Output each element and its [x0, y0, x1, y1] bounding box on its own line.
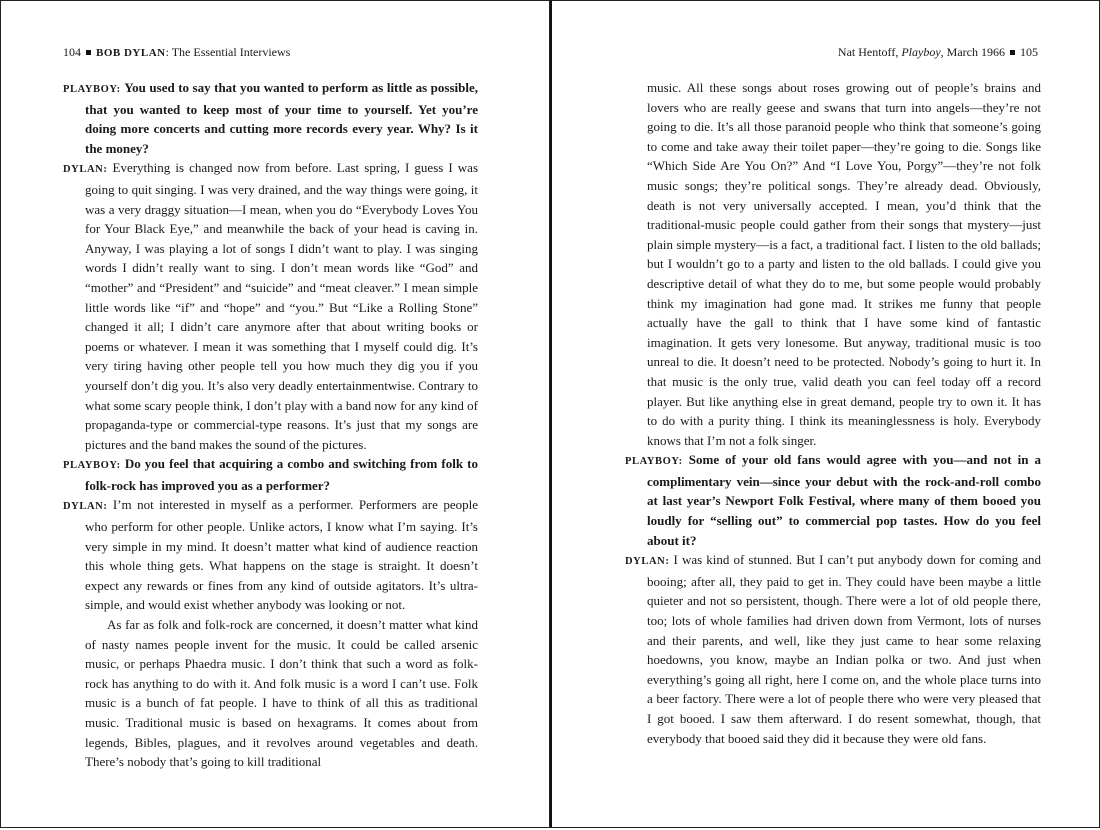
- speaker-label: PLAYBOY:: [63, 460, 121, 472]
- right-page-body: [625, 78, 1041, 748]
- running-header-date: , March 1966: [940, 45, 1005, 59]
- running-header-publication: Playboy: [901, 45, 941, 59]
- square-bullet-icon: [86, 50, 91, 55]
- question-text: Do you feel that acquiring a combo and switching from folk to folk-rock has improved you as a performer?: [85, 456, 478, 493]
- question-text: Some of your old fans would agree with you—and not in a complimentary vein—since your debut with the rock-and-roll combo at last year’s Newport Folk Festival, where many of them booed you loudly for “selling out” to commercial pop tastes. How do you feel about it?: [647, 452, 1041, 548]
- answer-text: I was kind of stunned. But I can’t put anybody down for coming and booing; after all, they paid to get in. They could have been maybe a little quieter and not so persistent, though. There were a lot of old people there, too; lots of whole families had driven down from Vermont, lots of nurses and their parents, and well, like they just came to hear some relaxing hoedowns, you know, maybe an Indian polka or two. And just when everything’s going all right, here I come on, and the whole place turns into a beer factory. There were a lot of people there who were very pleased that I got booed. I saw them afterward. I do resent somewhat, though, that everybody that booed said they did it because they were old fans.: [647, 552, 1042, 746]
- right-running-header: [838, 44, 1038, 60]
- interview-paragraph: [63, 495, 478, 615]
- running-header-interviewer: Nat Hentoff,: [837, 45, 902, 59]
- answer-text: I’m not interested in myself as a performer. Performers are people who perform for other people. Unlike actors, I know what I’m saying. It’s very simple in my mind. It doesn’t matter what kind of audience reaction this whole thing gets. What happens on the stage is straight. It doesn’t expect any rewards or fines from any kind of outside agitators. It’s ultra-simple, and would exist whether anybody was looking or not.: [85, 497, 478, 613]
- question-text: You used to say that you wanted to perform as little as possible, that you wanted to keep most of your time to yourself. Yet you’re doing more concerts and cutting more records every year. Why? Is it the money?: [85, 80, 479, 156]
- speaker-label: DYLAN:: [63, 164, 108, 176]
- answer-text: music. All these songs about roses growing out of people’s brains and lovers who are really geese and swans that turn into angels—they’re not going to die. It’s all those paranoid people who think that someone’s going to come and take away their toilet paper—they’re going to die. Songs like “Which Side Are You On?” And “I Love You, Porgy”—they’re not folk music songs; they’re political songs. They’re already dead. Obviously, death is not very universally accepted. I mean, you’d think that the traditional-music people could gather from their songs that mystery—just plain simple mystery—is a fact, a traditional fact. I listen to the old ballads; but I wouldn’t go to a party and listen to the old ballads. I could give you descriptive detail of what they do to me, but some people would probably think my imagination had gone mad. It strikes me funny that people actually have the gall to think that I have some kind of fantastic imagination. It gets very lonesome. But anyway, traditional music is too unreal to die. It doesn’t need to be protected. Nobody’s going to hurt it. In that music is the only true, valid death you can feel today off a record player. But like anything else in great demand, people try to own it. It has to do with a purity thing. I think its meaninglessness is holy. Everybody knows that I’m not a folk singer.: [647, 80, 1041, 448]
- left-page: [0, 0, 550, 828]
- interview-paragraph: [625, 450, 1041, 550]
- interview-paragraph: [63, 454, 478, 495]
- speaker-label: PLAYBOY:: [63, 84, 121, 95]
- running-header-author: BOB DYLAN: [96, 47, 166, 59]
- left-page-number: 104: [63, 45, 81, 59]
- interview-paragraph: [625, 550, 1041, 748]
- speaker-label: DYLAN:: [625, 556, 670, 568]
- interview-paragraph: [63, 615, 478, 772]
- interview-paragraph: [63, 78, 478, 158]
- speaker-label: PLAYBOY:: [625, 456, 683, 468]
- right-page-number: 105: [1020, 45, 1038, 59]
- interview-paragraph: [63, 158, 478, 454]
- left-page-body: [63, 78, 478, 772]
- right-page: [550, 0, 1100, 828]
- answer-text: Everything is changed now from before. Last spring, I guess I was going to quit singing. I was very drained, and the way things were going, it was a very draggy situation—I mean, when you do “Everybody Loves You for Your Black Eye,” and meanwhile the back of your head is caving in. Anyway, I was playing a lot of songs I didn’t want to play. I was singing words I didn’t really want to sing. I don’t mean words like “God” and “mother” and “President” and “suicide” and “meat cleaver.” I mean simple little words like “if” and “hope” and “you.” But “Like a Rolling Stone” changed it all; I didn’t care anymore after that about writing books or poems or whatever. I mean it was something that I myself could dig. It’s very tiring having other people tell you how much they dig you if you yourself don’t dig you. It’s also very deadly entertainmentwise. Contrary to what some scary people think, I don’t play with a band now for any kind of propaganda-type or commercial-type reasons. It’s just that my songs are pictures and the band makes the sound of the pictures.: [85, 160, 479, 452]
- answer-text: As far as folk and folk-rock are concerned, it doesn’t matter what kind of nasty names people invent for the music. It could be called arsenic music, or perhaps Phaedra music. I don’t think that such a word as folk-rock has anything to do with it. And folk music is a word I can’t use. Folk music is a bunch of fat people. I have to think of all this as traditional music. Traditional music is based on hexagrams. It comes about from legends, Bibles, plagues, and it revolves around vegetables and death. There’s nobody that’s going to kill traditional: [85, 617, 478, 770]
- square-bullet-icon: [1010, 50, 1015, 55]
- interview-paragraph: [625, 78, 1041, 450]
- speaker-label: DYLAN:: [63, 501, 108, 513]
- running-header-title: : The Essential Interviews: [165, 45, 291, 59]
- left-running-header: [63, 44, 290, 61]
